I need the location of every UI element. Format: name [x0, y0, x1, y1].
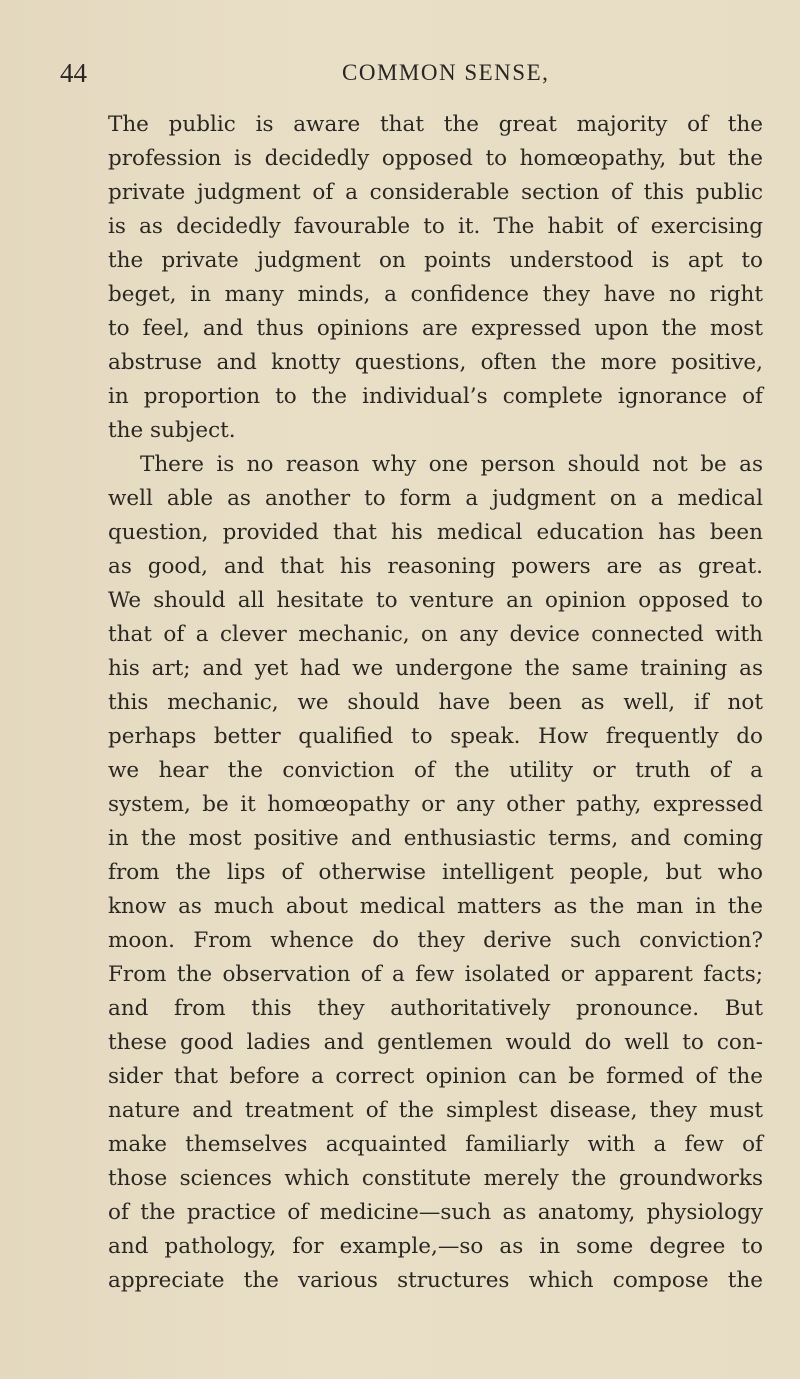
running-title: COMMON SENSE, — [342, 60, 550, 85]
text-line: from the lips of otherwise intelligent people, but who — [108, 860, 763, 885]
text-line: well able as another to form a judgment on a medical — [108, 486, 763, 511]
text-line: moon. From whence do they derive such conviction? — [108, 928, 763, 953]
text-line: is as decidedly favourable to it. The habit of exercising — [108, 214, 763, 239]
text-line: the subject. — [108, 418, 236, 443]
text-line: in the most positive and enthusiastic terms, and coming — [108, 826, 763, 851]
text-line: his art; and yet had we undergone the same training as — [108, 656, 763, 681]
text-line: the private judgment on points understood is apt to — [108, 248, 763, 273]
page-header — [60, 58, 760, 98]
text-line: abstruse and knotty questions, often the more positive, — [108, 350, 763, 375]
text-line: From the observation of a few isolated or apparent facts; — [108, 962, 763, 987]
text-line: nature and treatment of the simplest disease, they must — [108, 1098, 763, 1123]
text-line: of the practice of medicine—such as anatomy, physiology — [108, 1200, 763, 1225]
text-line: we hear the conviction of the utility or truth of a — [108, 758, 763, 783]
text-line: sider that before a correct opinion can be formed of the — [108, 1064, 763, 1089]
text-line: and from this they authoritatively pronounce. But — [108, 996, 763, 1021]
text-line: and pathology, for example,—so as in some degree to — [108, 1234, 763, 1259]
text-line: know as much about medical matters as the man in the — [108, 894, 763, 919]
text-line: beget, in many minds, a confidence they have no right — [108, 282, 763, 307]
text-line: this mechanic, we should have been as well, if not — [108, 690, 763, 715]
text-line: in proportion to the individual’s complete ignorance of — [108, 384, 763, 409]
text-line: these good ladies and gentlemen would do well to con- — [108, 1030, 763, 1055]
text-line: private judgment of a considerable section of this public — [108, 180, 763, 205]
text-line: system, be it homœopathy or any other pathy, expressed — [108, 792, 763, 817]
text-line: those sciences which constitute merely the groundworks — [108, 1166, 763, 1191]
page-number: 44 — [60, 58, 87, 88]
text-line: We should all hesitate to venture an opinion opposed to — [108, 588, 763, 613]
text-line: There is no reason why one person should not be as — [140, 452, 763, 477]
text-line: that of a clever mechanic, on any device connected with — [108, 622, 763, 647]
text-line: profession is decidedly opposed to homœopathy, but the — [108, 146, 763, 171]
text-line: question, provided that his medical education has been — [108, 520, 763, 545]
text-line: make themselves acquainted familiarly with a few of — [108, 1132, 763, 1157]
text-line: perhaps better qualified to speak. How frequently do — [108, 724, 763, 749]
text-line: appreciate the various structures which compose the — [108, 1268, 763, 1293]
text-line: The public is aware that the great majority of the — [108, 112, 763, 137]
text-line: to feel, and thus opinions are expressed upon the most — [108, 316, 763, 341]
body-text — [108, 108, 763, 1298]
text-line: as good, and that his reasoning powers are as great. — [108, 554, 763, 579]
